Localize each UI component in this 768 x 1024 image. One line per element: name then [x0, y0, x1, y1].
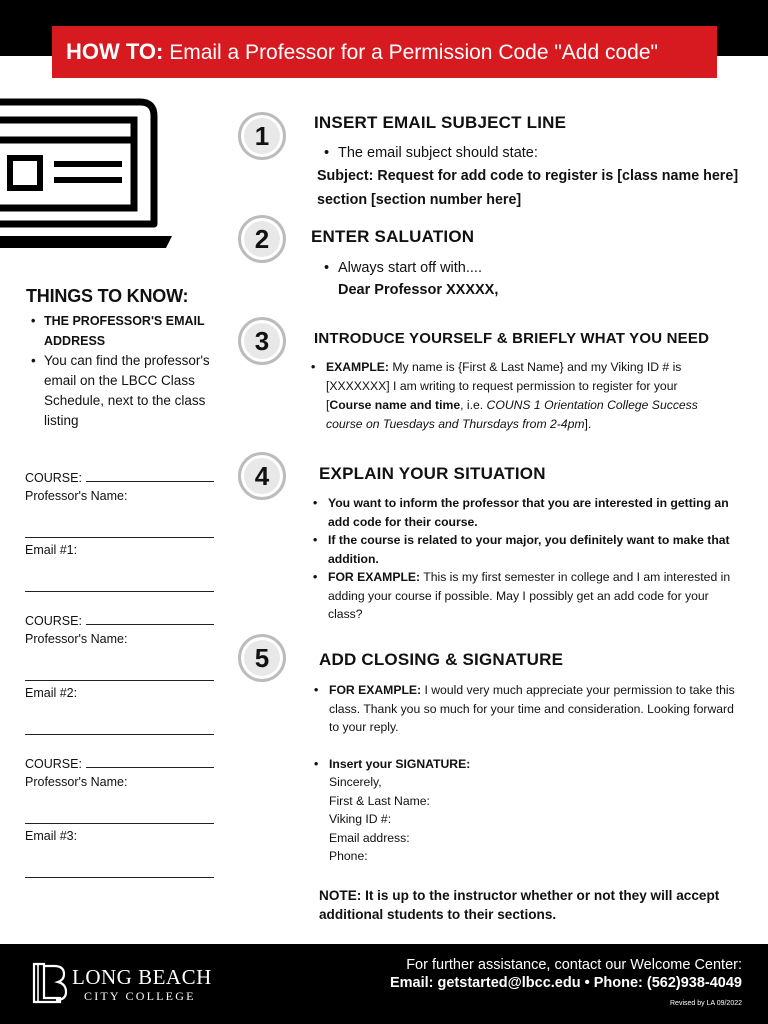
- example-text: I would very much appreciate your permission to take this class. Thank you so much for your time and consideration. Looking forward to your reply.: [329, 683, 735, 734]
- step-number-badge: 1: [238, 112, 286, 160]
- email-field-3[interactable]: [25, 877, 214, 878]
- list-item: • If the course is related to your major, you definitely want to make that addition.: [313, 531, 733, 568]
- subject-line: Subject: Request for add code to register is [class name here]: [317, 168, 739, 184]
- list-item: • You can find the professor's email on the LBCC Class Schedule, next to the class listing: [30, 351, 220, 431]
- professor-name-field-3[interactable]: [25, 823, 214, 824]
- course-field-1[interactable]: [25, 471, 214, 485]
- course-label: COURSE:: [25, 614, 82, 628]
- list-item: [314, 755, 744, 866]
- lbcc-logo-icon: [30, 962, 68, 1004]
- step-1-body: [320, 142, 760, 164]
- salutation-example: Dear Professor XXXXX,: [338, 282, 499, 298]
- email-label: Email #3:: [25, 829, 78, 843]
- example-label: FOR EXAMPLE:: [328, 570, 421, 584]
- revised-note: Revised by LA 09/2022: [670, 1000, 742, 1007]
- things-to-know-heading: THINGS TO KNOW:: [26, 286, 189, 306]
- professor-name-label: Professor's Name:: [25, 632, 128, 646]
- professor-name-field-1[interactable]: [25, 537, 214, 538]
- step-number-badge: 2: [238, 215, 286, 263]
- signature-line: Phone:: [329, 849, 368, 863]
- list-item: • THE PROFESSOR'S EMAIL ADDRESS: [30, 311, 220, 351]
- step-heading: INSERT EMAIL SUBJECT LINE: [314, 113, 567, 132]
- step-number-badge: 4: [238, 452, 286, 500]
- signature-line: Email address:: [329, 830, 410, 845]
- step-2-body: [320, 257, 760, 301]
- email-label: Email #1:: [25, 543, 78, 557]
- course-label: COURSE:: [25, 757, 82, 771]
- example-text: My name is {First & Last Name} and my Viking ID # is [XXXXXXX] I am writing to request permission to register for your [: [326, 360, 682, 412]
- email-field-1[interactable]: [25, 591, 214, 592]
- step-heading: INTRODUCE YOURSELF & BRIEFLY WHAT YOU NEED: [314, 330, 710, 347]
- things-to-know-list: [30, 311, 220, 431]
- signature-line: Sincerely,: [329, 775, 382, 789]
- step-4-list: [313, 494, 733, 624]
- footer: [0, 944, 768, 1024]
- subject-line-cont: section [section number here]: [317, 192, 522, 208]
- assistance-text: For further assistance, contact our Welcome Center:: [406, 957, 742, 973]
- email-label: Email #2:: [25, 686, 78, 700]
- example-text: This is my first semester in college and I am interested in adding your course if possible. May I possibly get an add code for your class?: [328, 570, 731, 621]
- logo-subtitle: CITY COLLEGE: [84, 989, 196, 1003]
- course-field-2[interactable]: [25, 614, 214, 628]
- course-label: COURSE:: [25, 471, 82, 485]
- instructor-note: NOTE: It is up to the instructor whether or not they will accept additional students to their sections.: [319, 888, 720, 922]
- list-item: • You want to inform the professor that you are interested in getting an add code for their course.: [313, 494, 733, 531]
- list-item: [313, 568, 733, 624]
- step-heading: ADD CLOSING & SIGNATURE: [319, 650, 564, 669]
- subject-example: [317, 164, 767, 212]
- email-field-2[interactable]: [25, 734, 214, 735]
- step-3-list: [311, 358, 726, 434]
- example-bold: Course name and time: [329, 398, 461, 412]
- list-item: [314, 681, 744, 737]
- professor-name-field-2[interactable]: [25, 680, 214, 681]
- page-title: Email a Professor for a Permission Code "Add code": [169, 41, 658, 64]
- logo-wordmark: LONG BEACH: [72, 965, 212, 989]
- step-heading: ENTER SALUATION: [311, 227, 475, 246]
- contact-info[interactable]: Email: getstarted@lbcc.edu • Phone: (562)938-4049: [389, 975, 742, 991]
- example-label: EXAMPLE:: [326, 360, 389, 374]
- step-number-badge: 5: [238, 634, 286, 682]
- title-banner: [52, 26, 717, 78]
- example-italic: COUNS 1 Orientation College Success course on Tuesdays and Thursdays from 2-4pm: [326, 398, 698, 431]
- professor-name-label: Professor's Name:: [25, 489, 128, 503]
- list-item: [311, 358, 726, 434]
- laptop-icon: [0, 96, 180, 256]
- step-heading: EXPLAIN YOUR SITUATION: [319, 464, 546, 483]
- example-label: FOR EXAMPLE:: [329, 683, 422, 697]
- signature-line: Viking ID #:: [329, 812, 392, 826]
- example-text: ].: [584, 417, 592, 431]
- step-bullet: • The email subject should state:: [320, 142, 760, 164]
- signature-line: First & Last Name:: [329, 793, 430, 808]
- step-5-list: [314, 681, 744, 866]
- step-number-badge: 3: [238, 317, 286, 365]
- example-text: , i.e.: [460, 398, 487, 412]
- course-field-3[interactable]: [25, 757, 214, 771]
- signature-label: Insert your SIGNATURE:: [329, 756, 471, 771]
- step-bullet: • Always start off with....: [320, 257, 760, 279]
- title-prefix: HOW TO:: [66, 39, 164, 64]
- professor-name-label: Professor's Name:: [25, 775, 128, 789]
